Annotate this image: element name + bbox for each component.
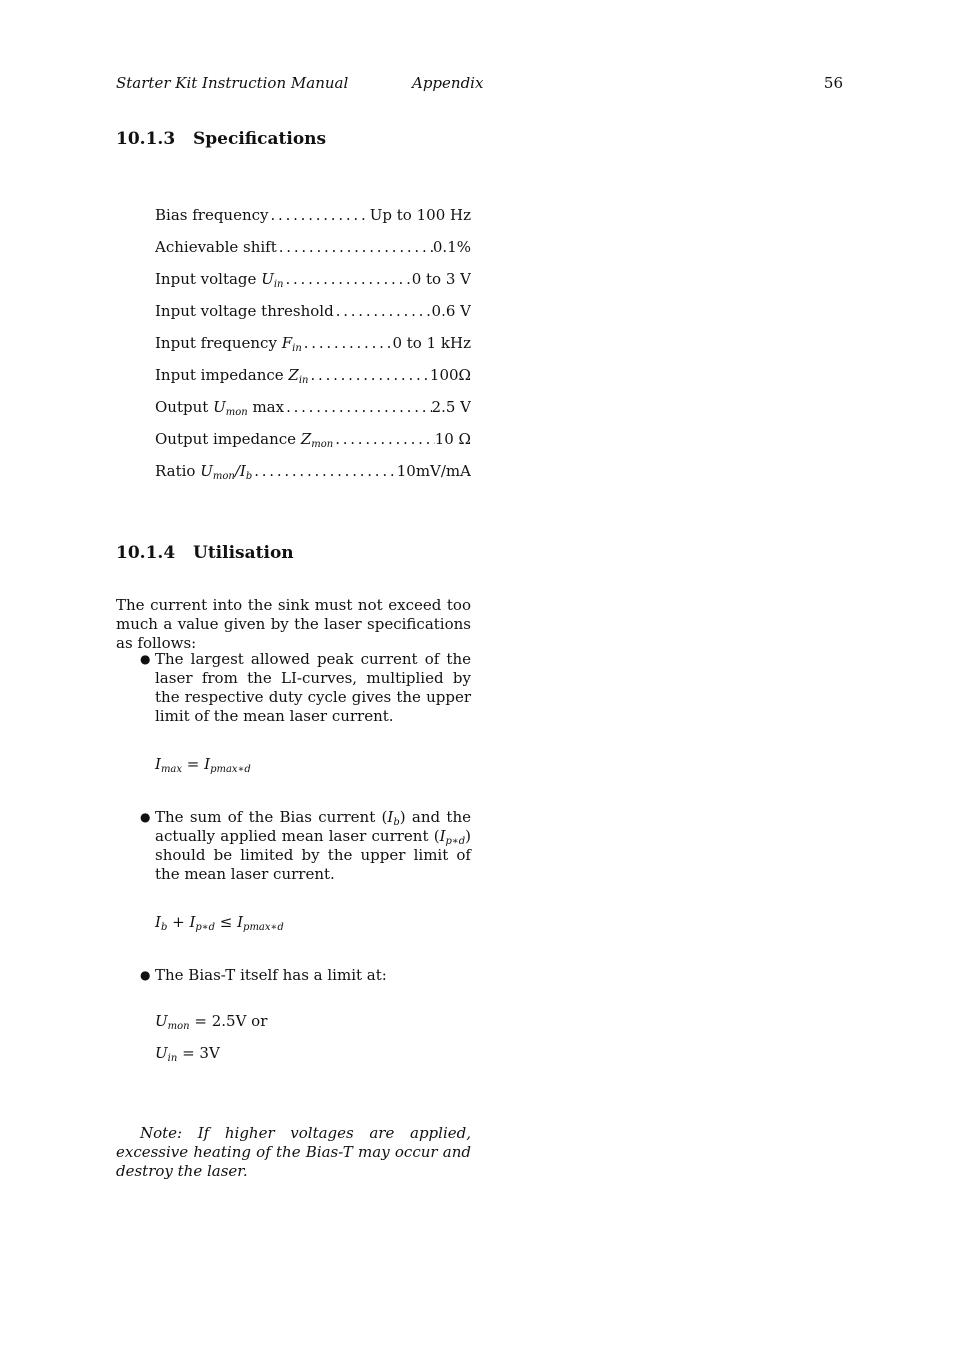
bullet-dot: ● [140, 968, 151, 982]
page-header [116, 74, 843, 94]
formula-uin: $U_{in} = 3V$ [155, 1044, 220, 1064]
spec-row [155, 236, 471, 268]
formula-umon: $U_{mon} = 2.5V$ or [155, 1012, 268, 1032]
specifications-heading [116, 128, 326, 150]
spec-value: Up to 100 Hz [369, 206, 471, 224]
intro-paragraph: The current into the sink must not exceed too much a value given by the laser specifications as follows: [116, 596, 471, 652]
spec-row [155, 204, 471, 236]
spec-label: Bias frequency [155, 206, 269, 224]
spec-row [155, 396, 471, 428]
spec-row [155, 268, 471, 300]
spec-value: 2.5 V [431, 398, 471, 416]
section-title: Utilisation [193, 543, 294, 563]
bullet-text: The sum of the Bias current $(I_b)$ and the actually applied mean laser current $(I_{p∗d})$ should be limited by the upper limit of the mean laser current. [155, 808, 471, 883]
spec-label: Achievable shift [155, 238, 277, 256]
manual-title: Starter Kit Instruction Manual [116, 74, 349, 92]
leader-dots [309, 364, 430, 386]
spec-label: Input voltage $U_{in}$ [155, 270, 284, 290]
section-title: Specifications [193, 129, 327, 149]
section-number: 10.1.4 [116, 543, 176, 563]
spec-value: 0 to 1 kHz [392, 334, 471, 352]
bullet-text: The largest allowed peak current of the laser from the LI-curves, multiplied by the respective duty cycle gives the upper limit of the mean laser current. [155, 650, 471, 725]
spec-value: 100Ω [429, 366, 471, 384]
leader-dots [277, 236, 433, 258]
leader-dots [269, 204, 370, 226]
utilisation-heading [116, 542, 294, 564]
spec-row [155, 460, 471, 492]
spec-label: Output $U_{mon}$ max [155, 398, 285, 418]
formula-current-limit: $I_b + I_{p∗d} \le I_{pmax∗d}$ [155, 913, 284, 933]
bullet-text: The Bias-T itself has a limit at: [155, 966, 387, 984]
spec-label: Input frequency $F_{in}$ [155, 334, 302, 354]
spec-value: 10mV/mA [396, 462, 471, 480]
leader-dots [284, 396, 431, 418]
note-paragraph: Note: If higher voltages are applied, excessive heating of the Bias-T may occur and destroy the laser. [116, 1124, 471, 1180]
leader-dots [283, 268, 411, 290]
running-section: Appendix [412, 74, 484, 92]
page-number: 56 [823, 74, 843, 92]
spec-row [155, 428, 471, 460]
leader-dots [333, 428, 435, 450]
section-number: 10.1.3 [116, 129, 176, 149]
spec-row [155, 332, 471, 364]
spec-label: Input voltage threshold [155, 302, 334, 320]
spec-value: 0.1% [432, 238, 471, 256]
spec-value: 10 Ω [434, 430, 471, 448]
formula-imax: $I_{max} = I_{pmax∗d}$ [155, 755, 251, 775]
spec-row [155, 300, 471, 332]
spec-label: Output impedance $Z_{mon}$ [155, 430, 334, 450]
bullet-dot: ● [140, 810, 151, 824]
spec-value: 0 to 3 V [411, 270, 471, 288]
leader-dots [252, 460, 397, 482]
spec-label: Ratio $U_{mon}/I_b$ [155, 462, 253, 482]
spec-row [155, 364, 471, 396]
spec-list [155, 204, 471, 492]
leader-dots [302, 332, 393, 354]
bullet-dot: ● [140, 652, 151, 666]
leader-dots [334, 300, 432, 322]
spec-value: 0.6 V [431, 302, 471, 320]
spec-label: Input impedance $Z_{in}$ [155, 366, 309, 386]
